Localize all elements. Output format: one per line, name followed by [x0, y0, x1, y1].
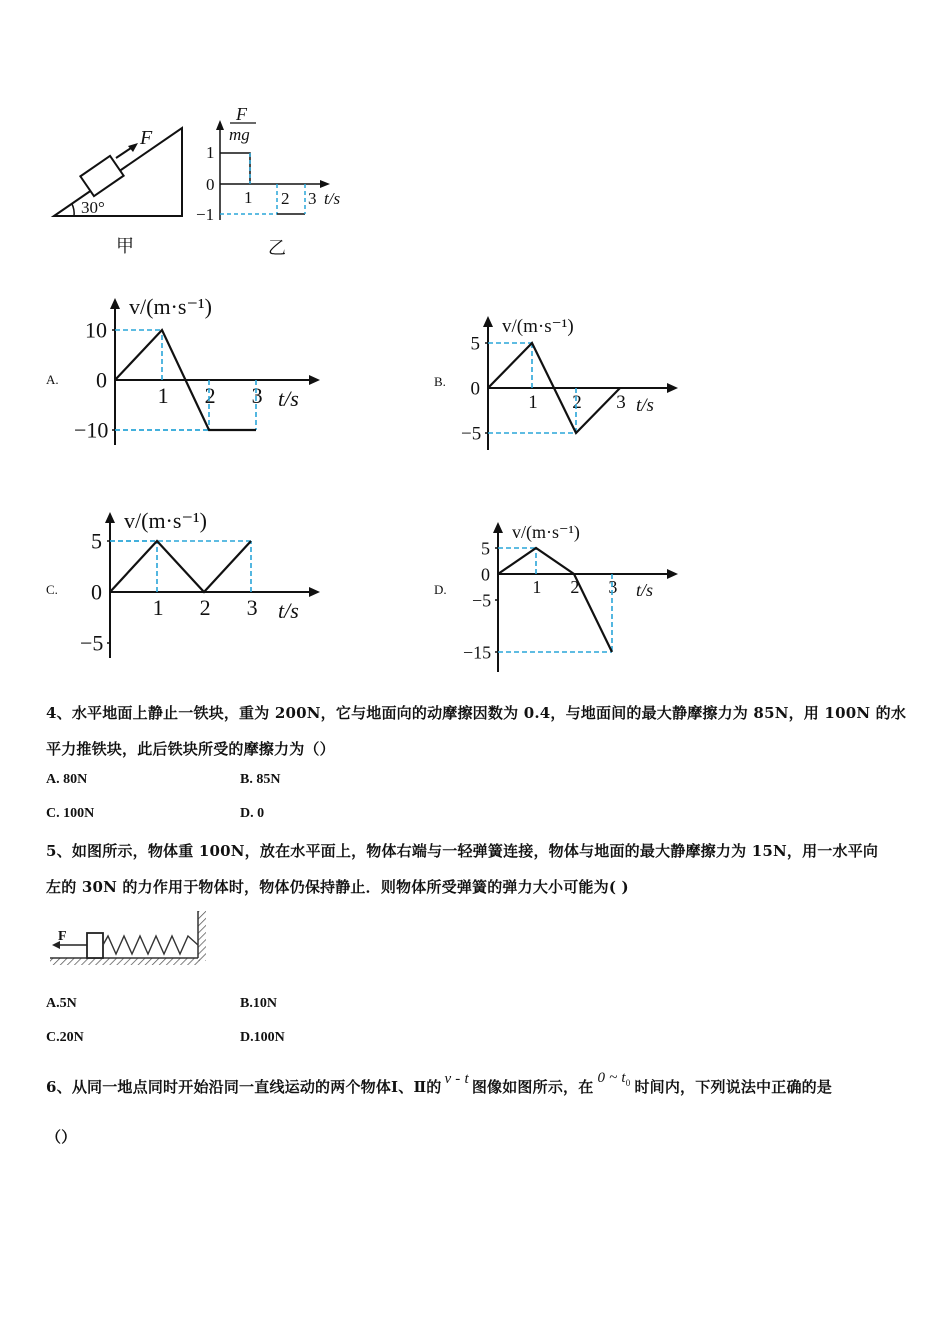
- option-label-d: D.: [434, 582, 447, 597]
- q4-option-b: B. 85N: [240, 772, 281, 787]
- q5-option-a: A.5N: [46, 996, 77, 1011]
- y-axis-arrow: [483, 316, 493, 327]
- y-tick-label: 5: [91, 528, 102, 554]
- q4-line1: 4、水平地面上静止一铁块，重为 200N，它与地面向的动摩擦因数为 0.4，与地面间的最大静摩擦力为 85N，用 100N 的水: [46, 704, 907, 722]
- xtick-2: 2: [281, 189, 290, 208]
- y-axis-arrow: [105, 512, 115, 523]
- y-tick-label: 0: [481, 564, 490, 585]
- q6-line1: [46, 1070, 833, 1098]
- caption-jia: 甲: [116, 236, 134, 256]
- x-tick-label: 3: [608, 577, 618, 597]
- q5-option-d: D.100N: [240, 1030, 285, 1045]
- q4-option-a: A. 80N: [46, 772, 88, 787]
- q6-part3: 时间内，下列说法中正确的是: [634, 1078, 833, 1096]
- ytick-neg1: −1: [196, 205, 215, 224]
- x-axis-label: t/s: [278, 598, 299, 623]
- x-tick-label: 1: [532, 577, 542, 597]
- q6-part1: 6、从同一地点同时开始沿同一直线运动的两个物体Ⅰ、Ⅱ的: [46, 1078, 442, 1096]
- x-tick-label: 1: [152, 595, 164, 620]
- vt-graph-d: [430, 510, 700, 675]
- y-tick-label: −15: [463, 642, 492, 663]
- q5-option-b: B.10N: [240, 996, 277, 1011]
- option-label-a: A.: [46, 372, 59, 387]
- ytick-1: 1: [206, 143, 215, 162]
- y-axis-label: v/(m·s⁻¹): [124, 508, 207, 533]
- x-tick-label: 3: [251, 383, 263, 408]
- y-tick-label: −5: [461, 423, 482, 445]
- velocity-line: [498, 548, 612, 652]
- y-tick-label: 0: [91, 579, 102, 605]
- q4-line2: 平力推铁块，此后铁块所受的摩擦力为（）: [46, 740, 335, 758]
- q5-option-c: C.20N: [46, 1030, 84, 1045]
- y-tick-label: 5: [481, 538, 490, 559]
- x-axis-arrow: [667, 383, 678, 393]
- y-tick-label: 0: [96, 367, 107, 393]
- x-tick-label: 3: [616, 392, 626, 413]
- option-label-c: C.: [46, 582, 58, 597]
- y-tick-label: 0: [470, 378, 480, 400]
- y-tick-label: 10: [85, 317, 107, 343]
- ytick-0: 0: [206, 175, 215, 194]
- graph-a: [40, 290, 340, 460]
- q6-formula-vt: v - t: [444, 1071, 469, 1087]
- velocity-line: [110, 541, 251, 592]
- q4-option-d: D. 0: [240, 806, 265, 821]
- y-tick-label: 5: [470, 333, 480, 355]
- graph-b: [430, 300, 700, 460]
- graph-c: [40, 500, 340, 670]
- caption-yi: 乙: [268, 238, 286, 258]
- xtick-3: 3: [308, 189, 317, 208]
- x-tick-label: 2: [199, 595, 211, 620]
- q4-option-c: C. 100N: [46, 806, 95, 821]
- force-time-graph: [196, 100, 356, 265]
- y-tick-label: −10: [74, 417, 109, 443]
- y-axis-label: v/(m·s⁻¹): [502, 316, 574, 337]
- x-tick-label: 2: [572, 392, 582, 413]
- vt-graph-b: [430, 300, 700, 460]
- graph-d: [430, 510, 700, 675]
- q5-line1: 5、如图所示，物体重 100N，放在水平面上，物体右端与一轻弹簧连接，物体与地面的最大静摩擦力为 15N，用一水平向: [46, 842, 879, 860]
- x-tick-label: 3: [246, 595, 258, 620]
- y-axis-label: v/(m·s⁻¹): [512, 522, 580, 542]
- x-tick-label: 2: [204, 383, 216, 408]
- y-axis-arrow: [493, 522, 503, 533]
- q6-line2: （）: [46, 1128, 77, 1146]
- x-axis-arrow: [309, 375, 320, 385]
- y-label-denominator: mg: [229, 125, 250, 144]
- q6-formula-range: 0 ~ $t_0$: [597, 1070, 631, 1088]
- x-axis-label: t/s: [636, 395, 654, 416]
- y-axis-label: v/(m·s⁻¹): [129, 294, 212, 319]
- option-label-b: B.: [434, 374, 446, 389]
- spring-figure: [46, 908, 210, 968]
- force-label: F: [140, 127, 153, 149]
- spring-force-label: F: [58, 929, 67, 944]
- y-label-numerator: F: [236, 104, 247, 124]
- q6-part2: 图像如图所示，在: [471, 1078, 594, 1096]
- x-axis-arrow: [667, 569, 678, 579]
- x-axis-label: t/s: [324, 189, 341, 208]
- incline-figure: [50, 118, 190, 263]
- y-tick-label: −5: [472, 590, 492, 611]
- x-axis-label: t/s: [636, 580, 654, 600]
- xtick-1: 1: [244, 188, 253, 207]
- block: [80, 156, 123, 196]
- x-axis-arrow: [309, 587, 320, 597]
- angle-label: 30°: [81, 198, 105, 217]
- x-axis-label: t/s: [278, 386, 299, 411]
- vt-graph-c: [40, 500, 340, 670]
- x-tick-label: 1: [157, 383, 169, 408]
- q5-line2: 左的 30N 的力作用于物体时，物体仍保持静止．则物体所受弹簧的弹力大小可能为( ): [46, 878, 629, 896]
- x-tick-label: 1: [528, 392, 538, 413]
- vt-graph-a: [40, 290, 340, 460]
- x-tick-label: 2: [570, 577, 580, 597]
- y-tick-label: −5: [80, 630, 104, 656]
- y-axis-arrow: [110, 298, 120, 309]
